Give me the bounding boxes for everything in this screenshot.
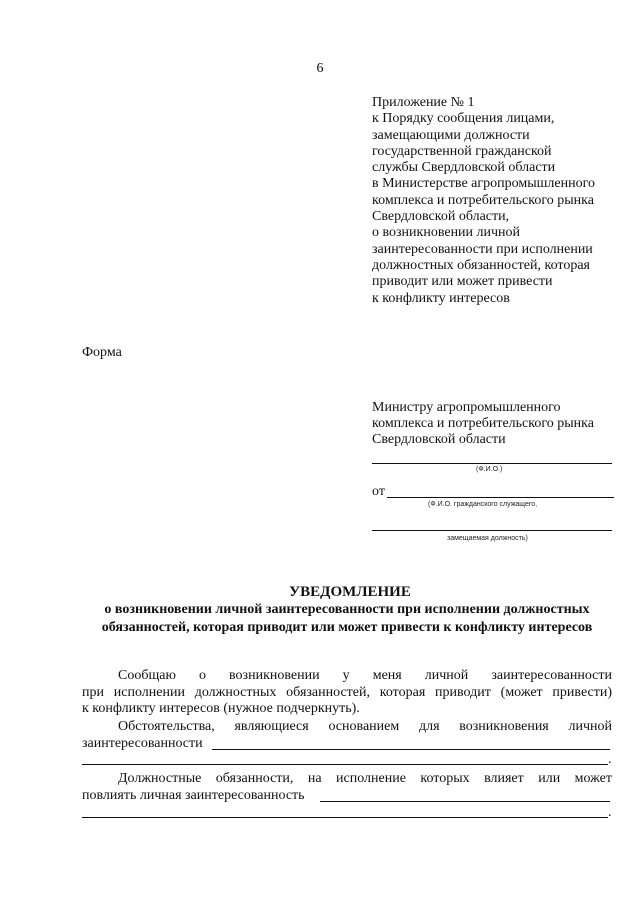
paragraph-fragment: заинтересованности (82, 735, 203, 751)
recipient-line: комплекса и потребительского рынка (372, 416, 594, 431)
period-mark: . (608, 752, 612, 767)
duties-field-continued[interactable] (82, 817, 608, 818)
appendix-line: Свердловской области, (372, 209, 510, 225)
duties-field[interactable] (320, 801, 610, 802)
notice-subtitle-line: о возникновении личной заинтересованности при исполнении должностных (104, 602, 590, 617)
paragraph-line: Должностные обязанности, на исполнение которых влияет или может (118, 771, 612, 786)
appendix-line: должностных обязанностей, которая (372, 257, 590, 273)
form-label: Форма (82, 345, 122, 360)
appendix-line: службы Свердловской области (372, 160, 556, 176)
notice-title: УВЕДОМЛЕНИЕ (289, 584, 411, 600)
appendix-header (372, 95, 632, 307)
position-caption: замещаемая должность) (447, 535, 528, 542)
appendix-line: замещающими должности (372, 127, 530, 143)
notice-subtitle-line: обязанностей, которая приводит или может привести к конфликту интересов (101, 620, 593, 635)
from-label: от (372, 484, 385, 499)
sender-fio-field[interactable] (387, 497, 614, 498)
recipient-block (372, 400, 632, 448)
recipient-line: Свердловской области (372, 432, 506, 447)
sender-caption: (Ф.И.О. гражданского служащего, (428, 501, 538, 508)
notice-subtitle (82, 601, 612, 637)
paragraph-report (82, 668, 612, 718)
appendix-line: Приложение № 1 (372, 95, 475, 110)
appendix-line: в Министерстве агропромышленного (372, 176, 595, 192)
paragraph-fragment: повлиять личная заинтересованность (82, 787, 305, 803)
circumstances-field[interactable] (212, 749, 610, 750)
appendix-line: о возникновении личной (372, 225, 521, 241)
paragraph-circumstances (82, 719, 612, 752)
appendix-line: приводит или может привести (372, 274, 553, 290)
appendix-line: заинтересованности при исполнении (372, 241, 593, 257)
period-mark: . (608, 805, 612, 820)
appendix-line: комплекса и потребительского рынка (372, 192, 594, 208)
paragraph-duties (82, 771, 612, 804)
circumstances-field-continued[interactable] (82, 764, 608, 765)
paragraph-line: при исполнении должностных обязанностей, которая приводит (может привести) (82, 684, 612, 700)
appendix-line: к конфликту интересов (372, 290, 510, 306)
recipient-fio-field[interactable] (372, 463, 612, 464)
recipient-line: Министру агропромышленного (372, 400, 561, 415)
paragraph-line: к конфликту интересов (нужное подчеркнуть). (82, 701, 360, 716)
page-number: 6 (316, 61, 324, 76)
fio-caption: (Ф.И.О.) (476, 466, 503, 473)
paragraph-line: Сообщаю о возникновении у меня личной заинтересованности (118, 668, 612, 683)
paragraph-line: Обстоятельства, являющиеся основанием для возникновения личной (118, 719, 612, 734)
sender-position-field[interactable] (372, 530, 612, 531)
appendix-line: государственной гражданской (372, 143, 552, 159)
appendix-line: к Порядку сообщения лицами, (372, 111, 555, 127)
